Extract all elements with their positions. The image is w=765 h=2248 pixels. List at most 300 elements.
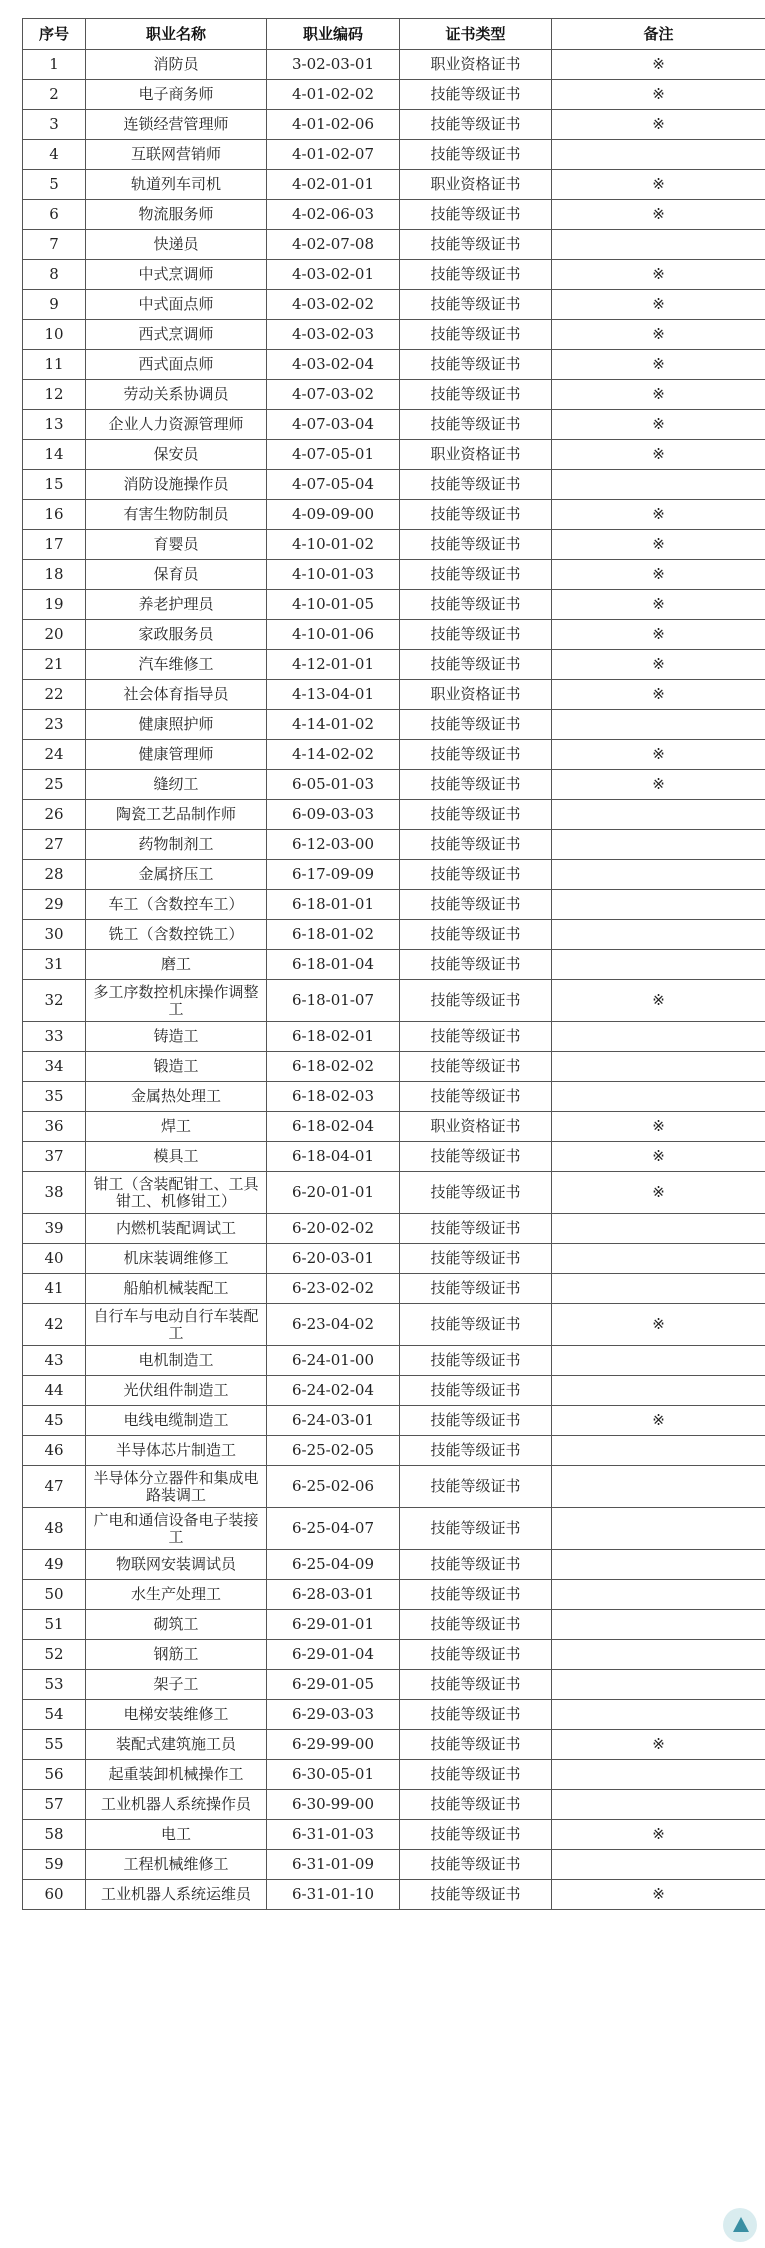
cell-certificate-type: 技能等级证书: [400, 1244, 552, 1274]
cell-certificate-type: 技能等级证书: [400, 1850, 552, 1880]
cell-occupation-name: 模具工: [86, 1142, 267, 1172]
table-row: [23, 80, 765, 110]
table-row: [23, 1610, 765, 1640]
cell-index: 3: [23, 110, 86, 140]
table-row: [23, 980, 765, 1022]
cell-occupation-code: 6-23-04-02: [267, 1304, 400, 1346]
cell-certificate-type: 技能等级证书: [400, 410, 552, 440]
cell-index: 22: [23, 680, 86, 710]
cell-index: 52: [23, 1640, 86, 1670]
cell-certificate-type: 技能等级证书: [400, 620, 552, 650]
cell-index: 4: [23, 140, 86, 170]
cell-remarks: [552, 1274, 765, 1304]
cell-occupation-name: 家政服务员: [86, 620, 267, 650]
cell-index: 25: [23, 770, 86, 800]
table-row: [23, 1022, 765, 1052]
cell-index: 33: [23, 1022, 86, 1052]
cell-index: 48: [23, 1508, 86, 1550]
cell-certificate-type: 技能等级证书: [400, 530, 552, 560]
table-body: [23, 50, 765, 1910]
table-row: [23, 1214, 765, 1244]
cell-remarks: [552, 800, 765, 830]
cell-occupation-code: 6-18-01-01: [267, 890, 400, 920]
cell-occupation-name: 中式烹调师: [86, 260, 267, 290]
table-row: [23, 680, 765, 710]
cell-occupation-code: 6-18-01-02: [267, 920, 400, 950]
cell-remarks: [552, 1244, 765, 1274]
cell-occupation-code: 4-14-01-02: [267, 710, 400, 740]
cell-occupation-name: 轨道列车司机: [86, 170, 267, 200]
cell-remarks: [552, 470, 765, 500]
cell-certificate-type: 技能等级证书: [400, 1406, 552, 1436]
cell-index: 12: [23, 380, 86, 410]
table-row: [23, 1304, 765, 1346]
cell-occupation-name: 物流服务师: [86, 200, 267, 230]
cell-occupation-code: 4-01-02-02: [267, 80, 400, 110]
cell-index: 34: [23, 1052, 86, 1082]
table-row: [23, 1640, 765, 1670]
cell-occupation-code: 6-31-01-10: [267, 1880, 400, 1910]
cell-index: 24: [23, 740, 86, 770]
table-row: [23, 440, 765, 470]
cell-index: 10: [23, 320, 86, 350]
cell-remarks: ※: [552, 590, 765, 620]
cell-occupation-name: 电工: [86, 1820, 267, 1850]
cell-index: 46: [23, 1436, 86, 1466]
cell-certificate-type: 技能等级证书: [400, 200, 552, 230]
cell-occupation-code: 6-20-03-01: [267, 1244, 400, 1274]
cell-occupation-name: 电梯安装维修工: [86, 1700, 267, 1730]
cell-remarks: [552, 860, 765, 890]
cell-occupation-code: 4-10-01-06: [267, 620, 400, 650]
table-row: [23, 830, 765, 860]
cell-occupation-code: 6-18-01-07: [267, 980, 400, 1022]
cell-occupation-name: 半导体分立器件和集成电路装调工: [86, 1466, 267, 1508]
cell-certificate-type: 技能等级证书: [400, 1880, 552, 1910]
cell-index: 27: [23, 830, 86, 860]
cell-occupation-name: 自行车与电动自行车装配工: [86, 1304, 267, 1346]
cell-remarks: ※: [552, 1406, 765, 1436]
table-row: [23, 230, 765, 260]
cell-remarks: [552, 1082, 765, 1112]
cell-occupation-name: 钳工（含装配钳工、工具钳工、机修钳工）: [86, 1172, 267, 1214]
cell-occupation-code: 6-29-99-00: [267, 1730, 400, 1760]
cell-certificate-type: 技能等级证书: [400, 1580, 552, 1610]
cell-occupation-code: 6-25-04-07: [267, 1508, 400, 1550]
table-row: [23, 1346, 765, 1376]
table-row: [23, 1244, 765, 1274]
table-row: [23, 1406, 765, 1436]
cell-index: 31: [23, 950, 86, 980]
cell-remarks: ※: [552, 1730, 765, 1760]
cell-remarks: ※: [552, 1820, 765, 1850]
table-row: [23, 140, 765, 170]
cell-occupation-code: 4-02-06-03: [267, 200, 400, 230]
cell-certificate-type: 职业资格证书: [400, 170, 552, 200]
cell-certificate-type: 技能等级证书: [400, 770, 552, 800]
table-row: [23, 590, 765, 620]
cell-occupation-name: 半导体芯片制造工: [86, 1436, 267, 1466]
cell-occupation-code: 4-01-02-07: [267, 140, 400, 170]
table-row: [23, 1052, 765, 1082]
cell-remarks: [552, 1550, 765, 1580]
cell-occupation-code: 6-23-02-02: [267, 1274, 400, 1304]
cell-occupation-code: 6-12-03-00: [267, 830, 400, 860]
cell-occupation-name: 架子工: [86, 1670, 267, 1700]
cell-occupation-name: 电线电缆制造工: [86, 1406, 267, 1436]
cell-occupation-code: 6-24-03-01: [267, 1406, 400, 1436]
cell-occupation-name: 连锁经营管理师: [86, 110, 267, 140]
cell-occupation-name: 物联网安装调试员: [86, 1550, 267, 1580]
cell-occupation-name: 社会体育指导员: [86, 680, 267, 710]
cell-index: 59: [23, 1850, 86, 1880]
cell-occupation-code: 6-31-01-03: [267, 1820, 400, 1850]
cell-occupation-code: 6-30-05-01: [267, 1760, 400, 1790]
cell-certificate-type: 技能等级证书: [400, 1700, 552, 1730]
cell-index: 40: [23, 1244, 86, 1274]
cell-occupation-name: 西式烹调师: [86, 320, 267, 350]
cell-occupation-code: 4-07-03-04: [267, 410, 400, 440]
cell-occupation-name: 广电和通信设备电子装接工: [86, 1508, 267, 1550]
cell-occupation-name: 养老护理员: [86, 590, 267, 620]
cell-certificate-type: 职业资格证书: [400, 680, 552, 710]
publisher-logo-icon: [723, 2208, 757, 2242]
cell-occupation-name: 育婴员: [86, 530, 267, 560]
cell-occupation-name: 保育员: [86, 560, 267, 590]
cell-occupation-code: 6-29-01-04: [267, 1640, 400, 1670]
table-row: [23, 1142, 765, 1172]
cell-index: 23: [23, 710, 86, 740]
cell-occupation-code: 6-24-01-00: [267, 1346, 400, 1376]
cell-remarks: [552, 1466, 765, 1508]
cell-remarks: ※: [552, 1172, 765, 1214]
cell-occupation-code: 3-02-03-01: [267, 50, 400, 80]
cell-index: 26: [23, 800, 86, 830]
cell-remarks: [552, 1508, 765, 1550]
cell-occupation-code: 4-01-02-06: [267, 110, 400, 140]
cell-occupation-name: 保安员: [86, 440, 267, 470]
cell-certificate-type: 技能等级证书: [400, 1820, 552, 1850]
cell-certificate-type: 技能等级证书: [400, 380, 552, 410]
cell-certificate-type: 技能等级证书: [400, 350, 552, 380]
cell-occupation-name: 企业人力资源管理师: [86, 410, 267, 440]
cell-occupation-code: 6-29-03-03: [267, 1700, 400, 1730]
cell-occupation-code: 6-17-09-09: [267, 860, 400, 890]
cell-index: 19: [23, 590, 86, 620]
cell-remarks: ※: [552, 170, 765, 200]
cell-certificate-type: 技能等级证书: [400, 980, 552, 1022]
cell-certificate-type: 技能等级证书: [400, 1274, 552, 1304]
table-row: [23, 1112, 765, 1142]
cell-remarks: ※: [552, 500, 765, 530]
cell-certificate-type: 技能等级证书: [400, 1022, 552, 1052]
cell-occupation-name: 工业机器人系统操作员: [86, 1790, 267, 1820]
cell-occupation-code: 6-31-01-09: [267, 1850, 400, 1880]
cell-occupation-name: 车工（含数控车工）: [86, 890, 267, 920]
cell-certificate-type: 技能等级证书: [400, 260, 552, 290]
cell-certificate-type: 技能等级证书: [400, 1508, 552, 1550]
header-certificate-type: 证书类型: [400, 19, 552, 50]
cell-index: 2: [23, 80, 86, 110]
cell-remarks: ※: [552, 1112, 765, 1142]
cell-certificate-type: 技能等级证书: [400, 290, 552, 320]
cell-index: 7: [23, 230, 86, 260]
cell-remarks: ※: [552, 1142, 765, 1172]
cell-certificate-type: 职业资格证书: [400, 440, 552, 470]
cell-occupation-name: 工业机器人系统运维员: [86, 1880, 267, 1910]
cell-occupation-name: 消防设施操作员: [86, 470, 267, 500]
cell-index: 44: [23, 1376, 86, 1406]
cell-occupation-name: 快递员: [86, 230, 267, 260]
cell-occupation-name: 多工序数控机床操作调整工: [86, 980, 267, 1022]
table-row: [23, 860, 765, 890]
cell-occupation-code: 6-18-02-02: [267, 1052, 400, 1082]
cell-certificate-type: 技能等级证书: [400, 1610, 552, 1640]
cell-certificate-type: 技能等级证书: [400, 1376, 552, 1406]
cell-remarks: ※: [552, 1304, 765, 1346]
cell-certificate-type: 技能等级证书: [400, 590, 552, 620]
cell-index: 58: [23, 1820, 86, 1850]
table-row: [23, 110, 765, 140]
cell-occupation-name: 金属热处理工: [86, 1082, 267, 1112]
cell-index: 28: [23, 860, 86, 890]
table-row: [23, 320, 765, 350]
cell-certificate-type: 技能等级证书: [400, 650, 552, 680]
cell-remarks: [552, 1580, 765, 1610]
cell-occupation-name: 缝纫工: [86, 770, 267, 800]
cell-index: 13: [23, 410, 86, 440]
table-row: [23, 710, 765, 740]
cell-remarks: ※: [552, 50, 765, 80]
table-row: [23, 170, 765, 200]
cell-remarks: ※: [552, 350, 765, 380]
cell-occupation-name: 钢筋工: [86, 1640, 267, 1670]
table-row: [23, 410, 765, 440]
table-row: [23, 1880, 765, 1910]
cell-certificate-type: 技能等级证书: [400, 80, 552, 110]
cell-occupation-name: 中式面点师: [86, 290, 267, 320]
cell-certificate-type: 技能等级证书: [400, 1670, 552, 1700]
cell-certificate-type: 技能等级证书: [400, 800, 552, 830]
cell-occupation-code: 6-29-01-01: [267, 1610, 400, 1640]
cell-remarks: ※: [552, 980, 765, 1022]
cell-index: 17: [23, 530, 86, 560]
cell-remarks: [552, 1670, 765, 1700]
cell-remarks: ※: [552, 650, 765, 680]
cell-index: 55: [23, 1730, 86, 1760]
cell-certificate-type: 技能等级证书: [400, 950, 552, 980]
cell-index: 60: [23, 1880, 86, 1910]
cell-occupation-name: 药物制剂工: [86, 830, 267, 860]
cell-certificate-type: 技能等级证书: [400, 140, 552, 170]
cell-remarks: [552, 1640, 765, 1670]
table-row: [23, 1082, 765, 1112]
cell-remarks: ※: [552, 620, 765, 650]
cell-certificate-type: 技能等级证书: [400, 230, 552, 260]
cell-index: 9: [23, 290, 86, 320]
cell-occupation-name: 消防员: [86, 50, 267, 80]
cell-certificate-type: 技能等级证书: [400, 1550, 552, 1580]
cell-occupation-code: 4-03-02-03: [267, 320, 400, 350]
cell-index: 15: [23, 470, 86, 500]
cell-occupation-name: 装配式建筑施工员: [86, 1730, 267, 1760]
cell-index: 11: [23, 350, 86, 380]
cell-occupation-code: 6-18-04-01: [267, 1142, 400, 1172]
table-header: [23, 19, 765, 50]
cell-remarks: [552, 230, 765, 260]
table-row: [23, 1760, 765, 1790]
cell-remarks: [552, 710, 765, 740]
cell-index: 42: [23, 1304, 86, 1346]
cell-certificate-type: 技能等级证书: [400, 1790, 552, 1820]
cell-index: 43: [23, 1346, 86, 1376]
table-row: [23, 1436, 765, 1466]
cell-occupation-code: 4-02-07-08: [267, 230, 400, 260]
cell-remarks: ※: [552, 740, 765, 770]
cell-index: 20: [23, 620, 86, 650]
cell-index: 35: [23, 1082, 86, 1112]
cell-occupation-code: 6-18-02-01: [267, 1022, 400, 1052]
cell-occupation-code: 6-25-04-09: [267, 1550, 400, 1580]
table-row: [23, 1850, 765, 1880]
table-row: [23, 920, 765, 950]
cell-occupation-code: 6-28-03-01: [267, 1580, 400, 1610]
cell-occupation-code: 4-07-05-01: [267, 440, 400, 470]
cell-certificate-type: 技能等级证书: [400, 1640, 552, 1670]
cell-occupation-name: 焊工: [86, 1112, 267, 1142]
cell-index: 30: [23, 920, 86, 950]
cell-index: 6: [23, 200, 86, 230]
cell-index: 47: [23, 1466, 86, 1508]
cell-occupation-code: 6-20-02-02: [267, 1214, 400, 1244]
cell-certificate-type: 技能等级证书: [400, 710, 552, 740]
cell-certificate-type: 技能等级证书: [400, 1466, 552, 1508]
cell-index: 51: [23, 1610, 86, 1640]
cell-index: 36: [23, 1112, 86, 1142]
cell-remarks: [552, 830, 765, 860]
cell-occupation-code: 4-13-04-01: [267, 680, 400, 710]
cell-remarks: ※: [552, 290, 765, 320]
cell-certificate-type: 技能等级证书: [400, 740, 552, 770]
cell-remarks: ※: [552, 530, 765, 560]
cell-certificate-type: 技能等级证书: [400, 1214, 552, 1244]
cell-certificate-type: 职业资格证书: [400, 1112, 552, 1142]
cell-certificate-type: 技能等级证书: [400, 920, 552, 950]
table-row: [23, 1376, 765, 1406]
table-row: [23, 200, 765, 230]
cell-certificate-type: 技能等级证书: [400, 1052, 552, 1082]
cell-remarks: ※: [552, 410, 765, 440]
cell-remarks: [552, 920, 765, 950]
occupation-table: [22, 18, 765, 1910]
cell-occupation-code: 4-02-01-01: [267, 170, 400, 200]
cell-certificate-type: 技能等级证书: [400, 860, 552, 890]
table-row: [23, 380, 765, 410]
table-row: [23, 530, 765, 560]
cell-remarks: [552, 1052, 765, 1082]
cell-certificate-type: 技能等级证书: [400, 470, 552, 500]
cell-occupation-name: 铣工（含数控铣工）: [86, 920, 267, 950]
cell-index: 57: [23, 1790, 86, 1820]
table-row: [23, 1730, 765, 1760]
cell-occupation-name: 电机制造工: [86, 1346, 267, 1376]
cell-certificate-type: 职业资格证书: [400, 50, 552, 80]
cell-remarks: [552, 1610, 765, 1640]
cell-index: 38: [23, 1172, 86, 1214]
cell-certificate-type: 技能等级证书: [400, 890, 552, 920]
table-row: [23, 470, 765, 500]
cell-remarks: [552, 140, 765, 170]
cell-remarks: [552, 1850, 765, 1880]
cell-remarks: [552, 1022, 765, 1052]
header-occupation-code: 职业编码: [267, 19, 400, 50]
cell-occupation-code: 4-03-02-04: [267, 350, 400, 380]
cell-index: 21: [23, 650, 86, 680]
cell-index: 37: [23, 1142, 86, 1172]
cell-remarks: ※: [552, 680, 765, 710]
cell-occupation-code: 4-03-02-01: [267, 260, 400, 290]
cell-certificate-type: 技能等级证书: [400, 1346, 552, 1376]
table-row: [23, 1790, 765, 1820]
cell-occupation-name: 机床装调维修工: [86, 1244, 267, 1274]
cell-occupation-code: 6-29-01-05: [267, 1670, 400, 1700]
table-row: [23, 1172, 765, 1214]
cell-certificate-type: 技能等级证书: [400, 1304, 552, 1346]
cell-occupation-code: 6-09-03-03: [267, 800, 400, 830]
cell-occupation-name: 铸造工: [86, 1022, 267, 1052]
cell-index: 49: [23, 1550, 86, 1580]
header-remarks: 备注: [552, 19, 765, 50]
cell-index: 8: [23, 260, 86, 290]
table-row: [23, 1274, 765, 1304]
cell-index: 16: [23, 500, 86, 530]
cell-occupation-name: 水生产处理工: [86, 1580, 267, 1610]
table-row: [23, 890, 765, 920]
cell-remarks: [552, 1376, 765, 1406]
cell-certificate-type: 技能等级证书: [400, 500, 552, 530]
cell-certificate-type: 技能等级证书: [400, 1142, 552, 1172]
table-row: [23, 1508, 765, 1550]
table-row: [23, 740, 765, 770]
cell-certificate-type: 技能等级证书: [400, 110, 552, 140]
cell-index: 29: [23, 890, 86, 920]
cell-occupation-name: 有害生物防制员: [86, 500, 267, 530]
cell-occupation-code: 4-12-01-01: [267, 650, 400, 680]
cell-remarks: [552, 1436, 765, 1466]
cell-occupation-code: 6-25-02-05: [267, 1436, 400, 1466]
cell-occupation-name: 磨工: [86, 950, 267, 980]
cell-occupation-code: 6-05-01-03: [267, 770, 400, 800]
table-row: [23, 1700, 765, 1730]
cell-index: 14: [23, 440, 86, 470]
cell-index: 32: [23, 980, 86, 1022]
cell-remarks: [552, 950, 765, 980]
cell-certificate-type: 技能等级证书: [400, 320, 552, 350]
cell-index: 5: [23, 170, 86, 200]
cell-certificate-type: 技能等级证书: [400, 1082, 552, 1112]
cell-remarks: [552, 1790, 765, 1820]
table-row: [23, 350, 765, 380]
cell-occupation-code: 6-18-02-03: [267, 1082, 400, 1112]
table-row: [23, 800, 765, 830]
cell-occupation-code: 4-10-01-02: [267, 530, 400, 560]
table-row: [23, 260, 765, 290]
cell-occupation-name: 健康管理师: [86, 740, 267, 770]
cell-certificate-type: 技能等级证书: [400, 560, 552, 590]
cell-index: 45: [23, 1406, 86, 1436]
cell-index: 1: [23, 50, 86, 80]
cell-index: 54: [23, 1700, 86, 1730]
